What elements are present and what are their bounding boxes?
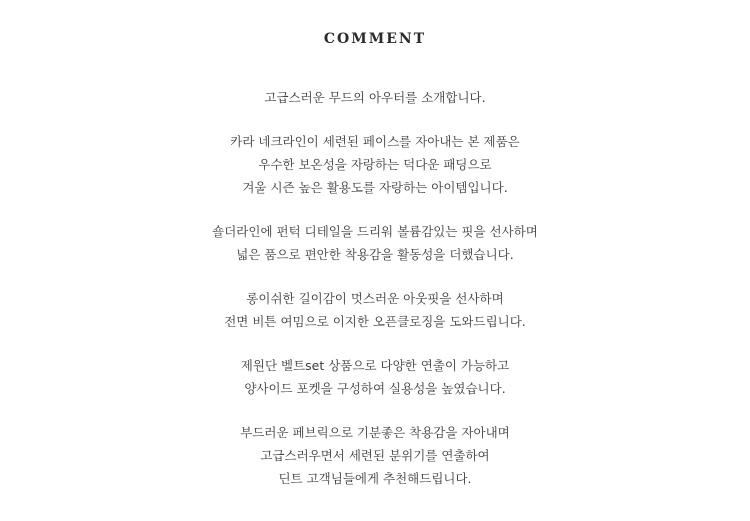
text-line: 겨울 시즌 높은 활용도를 자랑하는 아이템입니다. <box>242 180 508 195</box>
text-line: 부드러운 페브릭으로 기분좋은 착용감을 자아내며 <box>240 425 510 440</box>
text-line: 양사이드 포켓을 구성하여 실용성을 높였습니다. <box>244 381 506 396</box>
paragraph-collar <box>0 130 750 199</box>
text-line: 고급스러운 무드의 아우터를 소개합니다. <box>264 90 486 105</box>
paragraph-fabric <box>0 421 750 490</box>
text-line: 카라 네크라인이 세련된 페이스를 자아내는 본 제품은 <box>230 134 520 149</box>
comment-body <box>0 86 750 511</box>
paragraph-belt <box>0 354 750 400</box>
paragraph-length <box>0 287 750 333</box>
text-line: 우수한 보온성을 자랑하는 덕다운 패딩으로 <box>258 157 492 172</box>
text-line: 넓은 품으로 편안한 착용감을 활동성을 더했습니다. <box>236 247 514 262</box>
text-line: 고급스러우면서 세련된 분위기를 연출하여 <box>260 448 490 463</box>
paragraph-intro <box>0 86 750 109</box>
page-title: COMMENT <box>323 31 427 47</box>
paragraph-shoulder <box>0 220 750 266</box>
text-line: 롱이쉬한 길이감이 멋스러운 아웃핏을 선사하며 <box>246 291 504 306</box>
text-line: 숄더라인에 펀턱 디테일을 드리워 볼륨감있는 핏을 선사하며 <box>212 224 538 239</box>
text-line: 딘트 고객님들에게 추천해드립니다. <box>278 471 472 486</box>
text-line: 제원단 벨트set 상품으로 다양한 연출이 가능하고 <box>240 358 510 373</box>
text-line: 전면 비튼 여밈으로 이지한 오픈클로징을 도와드립니다. <box>224 314 526 329</box>
